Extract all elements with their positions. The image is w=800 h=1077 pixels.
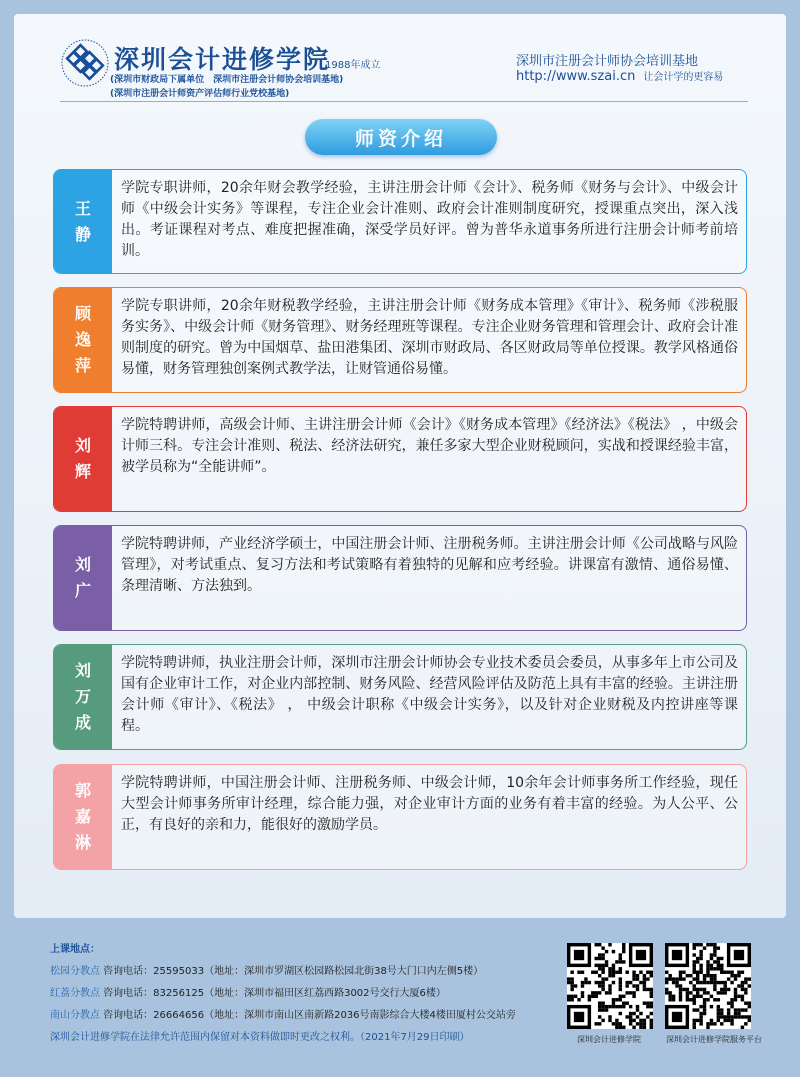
- teacher-name-char: 刘: [74, 661, 91, 680]
- campus-hongli: [50, 984, 446, 999]
- campus-nanshan: [50, 1006, 516, 1021]
- campus-name: 松园分教点: [50, 966, 100, 977]
- teacher-name-char: 刘: [74, 436, 91, 455]
- school-logo-icon: [60, 38, 110, 88]
- teacher-bio: 学院特聘讲师，产业经济学硕士，中国注册会计师、注册税务师。主讲注册会计师《公司战略与风险管理》，对考试重点、复习方法和考试策略有着独特的见解和应考经验。讲课富有激情、通俗易懂、条理清晰、方法独到。: [121, 536, 738, 594]
- campus-info: 咨询电话：83256125（地址：深圳市福田区红荔西路3002号交行大厦6楼）: [100, 988, 446, 999]
- copyright-note: 深圳会计进修学院在法律允许范围内保留对本资料做即时更改之权利。（2021年7月29日印刷）: [50, 1032, 470, 1043]
- teacher-bio: 学院特聘讲师，执业注册会计师，深圳市注册会计师协会专业技术委员会委员，从事多年上市公司及国有企业审计工作，对企业内部控制、财务风险、经营风险评估及防范上具有丰富的经验。主讲注册会计师《审计》、《税法》 ， 中级会计职称《中级会计实务》，以及针对企业财税及内控讲座等课程。: [121, 655, 738, 734]
- teacher-name-char: 辉: [74, 462, 91, 481]
- teacher-name: [54, 765, 112, 869]
- teacher-name-char: 刘: [74, 555, 91, 574]
- teacher-name: [54, 407, 112, 511]
- teacher-card: [53, 406, 747, 512]
- teacher-name-char: 顾: [74, 304, 91, 323]
- header-divider: [60, 101, 748, 102]
- teacher-name-char: 淋: [74, 833, 91, 852]
- training-base-name: 深圳市注册会计师协会培训基地: [516, 54, 699, 69]
- campus-name: 红荔分教点: [50, 988, 100, 999]
- teacher-card: [53, 764, 747, 870]
- campus-heading: 上课地点：: [50, 944, 100, 955]
- qr-code-icon[interactable]: [567, 943, 653, 1029]
- campus-songyuan: [50, 962, 483, 977]
- website-link[interactable]: http://www.szai.cn: [516, 69, 636, 84]
- section-title: 师资介绍: [305, 119, 497, 155]
- school-affiliation: (深圳市财政局下属单位 深圳市注册会计师协会培训基地): [110, 75, 344, 85]
- teacher-name-char: 成: [74, 713, 91, 732]
- teacher-bio: 学院专职讲师，20余年财会教学经验，主讲注册会计师《会计》、税务师《财务与会计》、中级会计师《中级会计实务》等课程，专注企业会计准则、政府会计准则制度研究，授课重点突出，深入浅出。考证课程对考点、难度把握准确，深受学员好评。曾为普华永道事务所进行注册会计师考前培训。: [121, 180, 738, 259]
- website-line: [516, 68, 723, 84]
- teacher-name: [54, 288, 112, 392]
- qr-code-icon[interactable]: [665, 943, 751, 1029]
- teacher-card: [53, 169, 747, 274]
- teacher-name-char: 静: [74, 224, 91, 244]
- teacher-name-char: 萍: [74, 356, 91, 375]
- qr-label-school: 深圳会计进修学院: [577, 1035, 641, 1044]
- teacher-bio: 学院专职讲师，20余年财税教学经验，主讲注册会计师《财务成本管理》《审计》、税务师《涉税服务实务》、中级会计师《财务管理》、财务经理班等课程。专注企业财务管理和管理会计、政府会计准则制度的研究。曾为中国烟草、盐田港集团、深圳市财政局、各区财政局等单位授课。教学风格通俗易懂，财务管理独创案例式教学法，让财管通俗易懂。: [121, 298, 738, 377]
- teacher-name-char: 万: [74, 687, 91, 706]
- teacher-card: [53, 287, 747, 393]
- teacher-bio: 学院特聘讲师，高级会计师、主讲注册会计师《会计》《财务成本管理》《经济法》《税法》 ，中级会计师三科。专注会计准则、税法、经济法研究，兼任多家大型企业财税顾问，实战和授课经验丰富，被学员称为“全能讲师”。: [121, 417, 738, 475]
- teacher-name: [54, 645, 112, 749]
- campus-info: 咨询电话：26664656（地址：深圳市南山区南新路2036号南影综合大楼4楼田厦村公交站旁: [100, 1010, 516, 1021]
- teacher-name-char: 王: [74, 198, 91, 218]
- qr-label-platform: 深圳会计进修学院服务平台: [666, 1035, 762, 1044]
- founded-year: 1988年成立: [325, 60, 381, 71]
- teacher-name: [54, 526, 112, 630]
- teacher-name-char: 郭: [74, 781, 91, 800]
- teacher-name-char: 嘉: [74, 807, 91, 826]
- teacher-card: [53, 525, 747, 631]
- teacher-bio: 学院特聘讲师，中国注册会计师、注册税务师、中级会计师，10余年会计师事务所工作经验，现任大型会计师事务所审计经理，综合能力强，对企业审计方面的业务有着丰富的经验。为人公平、公正，有良好的亲和力，能很好的激励学员。: [121, 775, 738, 833]
- teacher-name: [54, 170, 112, 273]
- teacher-card: [53, 644, 747, 750]
- campus-info: 咨询电话：25595033（地址：深圳市罗湖区松园路松园北街38号大门口内左侧5楼）: [100, 966, 484, 977]
- teacher-name-char: 逸: [74, 330, 91, 349]
- teacher-name-char: 广: [74, 581, 91, 600]
- school-affiliation-2: (深圳市注册会计师资产评估师行业党校基地): [110, 89, 290, 99]
- campus-name: 南山分教点: [50, 1010, 100, 1021]
- slogan: 让会计学的更容易: [643, 72, 724, 83]
- school-name: 深圳会计进修学院: [114, 45, 331, 74]
